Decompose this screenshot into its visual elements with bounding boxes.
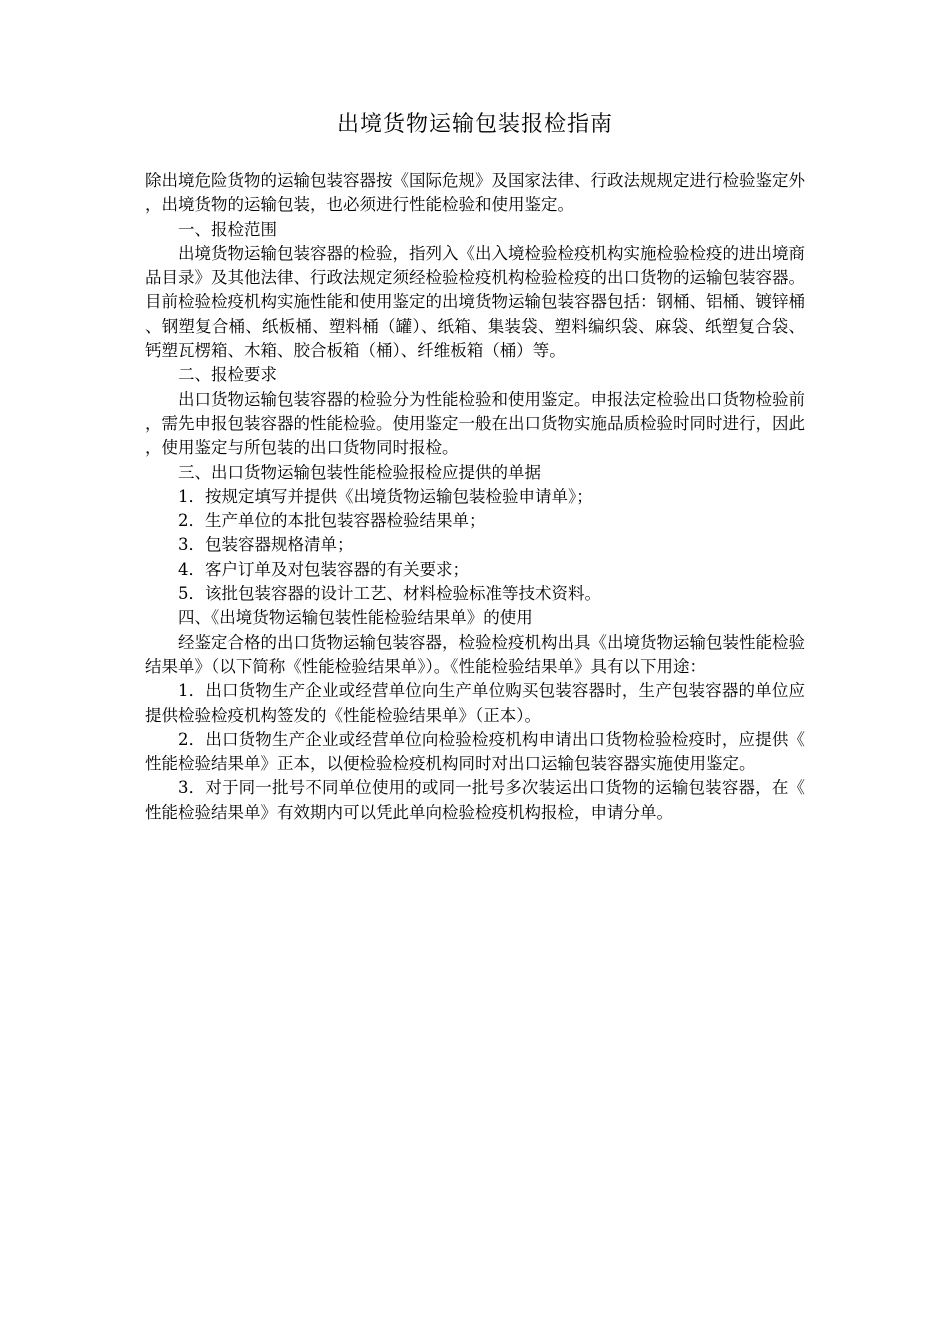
list-item-document-2: 2．生产单位的本批包装容器检验结果单； xyxy=(178,511,486,531)
list-item-usage-3: 3．对于同一批号不同单位使用的或同一批号多次装运出口货物的运输包装容器，在《性能检验结果单》有效期内可以凭此单向检验检疫机构报检，申请分单。 xyxy=(145,778,805,822)
list-item-usage-2: 2．出口货物生产企业或经营单位向检验检疫机构申请出口货物检验检疫时，应提供《性能检验结果单》正本，以便检验检疫机构同时对出口运输包装容器实施使用鉴定。 xyxy=(145,729,805,774)
requirements-paragraph: 出口货物运输包装容器的检验分为性能检验和使用鉴定。申报法定检验出口货物检验前，需先申报包装容器的性能检验。使用鉴定一般在出口货物实施品质检验时同时进行，因此，使用鉴定与所包装的出口货物同时报检。 xyxy=(145,389,805,458)
list-item-document-1: 1．按规定填写并提供《出境货物运输包装检验申请单》； xyxy=(178,486,593,506)
list-item-usage-1: 1．出口货物生产企业或经营单位向生产单位购买包装容器时，生产包装容器的单位应提供检验检疫机构签发的《性能检验结果单》（正本）。 xyxy=(145,681,805,725)
result-usage-paragraph: 经鉴定合格的出口货物运输包装容器，检验检疫机构出具《出境货物运输包装性能检验结果单》（以下简称《性能检验结果单》）。《性能检验结果单》具有以下用途： xyxy=(145,632,805,676)
section-heading-scope: 一、报检范围 xyxy=(178,219,277,239)
section-heading-requirements: 二、报检要求 xyxy=(178,365,277,385)
list-item-document-4: 4．客户订单及对包装容器的有关要求； xyxy=(178,559,469,579)
scope-paragraph: 出境货物运输包装容器的检验，指列入《出入境检验检疫机构实施检验检疫的进出境商品目录》及其他法律、行政法规定须经检验检疫机构检验检疫的出口货物的运输包装容器。目前检验检疫机构实施性能和使用鉴定的出境货物运输包装容器包括：钢桶、铝桶、镀锌桶、钢塑复合桶、纸板桶、塑料桶（罐）、纸箱、集装袋、塑料编织袋、麻袋、纸塑复合袋、钙塑瓦楞箱、木箱、胶合板箱（桶）、纤维板箱（桶）等。 xyxy=(145,243,805,361)
section-heading-documents: 三、出口货物运输包装性能检验报检应提供的单据 xyxy=(178,462,541,482)
document-title: 出境货物运输包装报检指南 xyxy=(336,112,613,137)
intro-paragraph: 除出境危险货物的运输包装容器按《国际危规》及国家法律、行政法规规定进行检验鉴定外，出境货物的运输包装，也必须进行性能检验和使用鉴定。 xyxy=(145,171,805,215)
document-body xyxy=(145,169,805,825)
list-item-document-3: 3．包装容器规格清单； xyxy=(178,535,354,555)
section-heading-result-usage: 四、《出境货物运输包装性能检验结果单》的使用 xyxy=(178,608,533,628)
list-item-document-5: 5．该批包装容器的设计工艺、材料检验标准等技术资料。 xyxy=(178,584,601,604)
